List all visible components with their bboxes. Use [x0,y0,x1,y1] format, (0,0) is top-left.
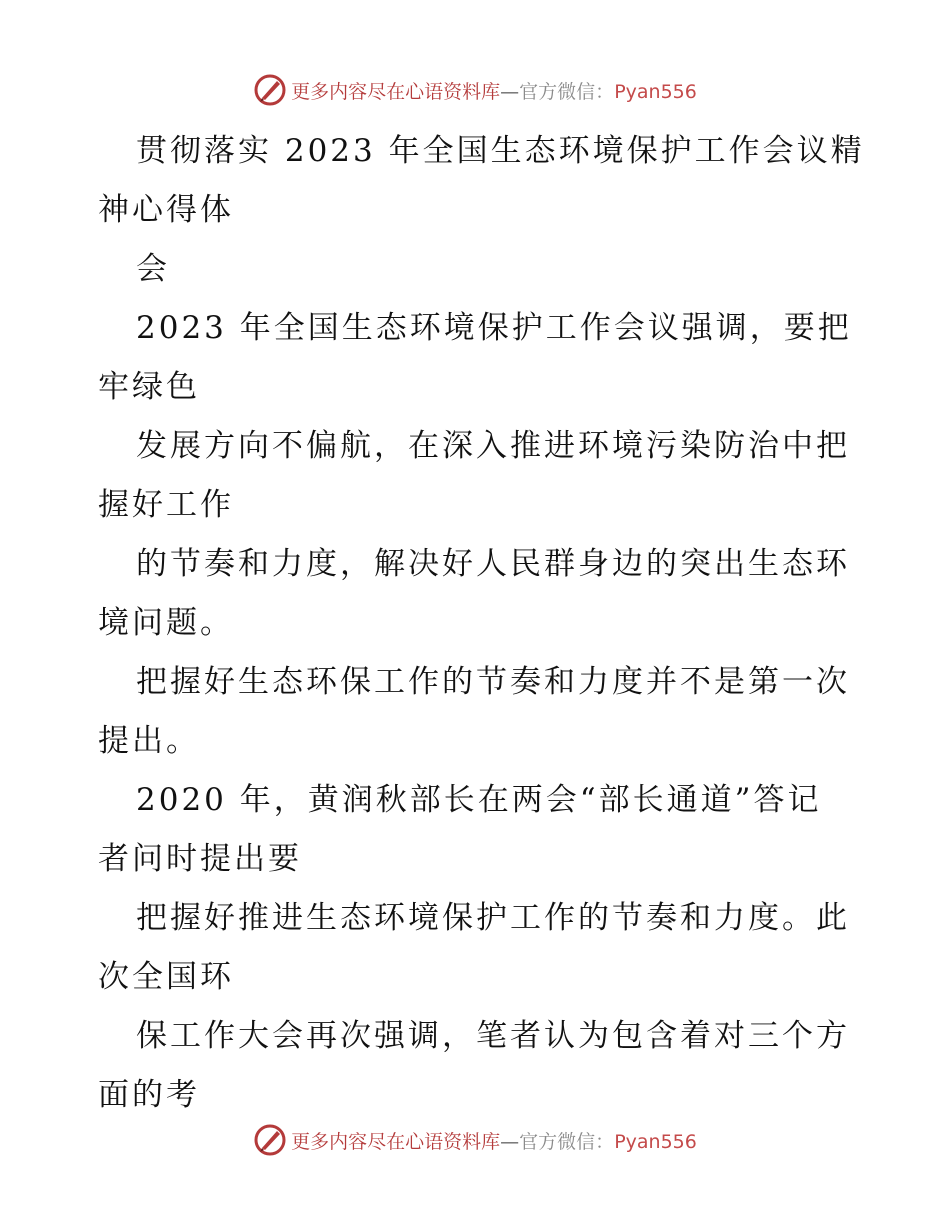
text-line: 境问题。 [98,605,234,641]
header-banner [0,70,950,110]
text-line: 会 [136,251,170,287]
text-line: 把握好推进生态环境保护工作的节奏和力度。此 [136,900,850,936]
text-line: 贯彻落实 2023 年全国生态环境保护工作会议精 [136,133,865,169]
text-line: 2020 年，黄润秋部长在两会“部长通道”答记 [136,782,822,818]
text-line: 发展方向不偏航，在深入推进环境污染防治中把 [136,428,850,464]
text-line: 面的考 [98,1077,200,1113]
quill-seal-icon [253,1123,287,1157]
banner-text: 更多内容尽在心语资料库—官方微信：Pyan556 [291,80,697,103]
footer-banner [0,1120,950,1160]
text-line: 2023 年全国生态环境保护工作会议强调，要把 [136,310,852,346]
text-line: 神心得体 [98,192,234,228]
text-line: 握好工作 [98,487,234,523]
text-line: 牢绿色 [98,369,200,405]
text-line: 提出。 [98,723,200,759]
document-body [98,122,865,1125]
text-line: 次全国环 [98,959,234,995]
text-line: 把握好生态环保工作的节奏和力度并不是第一次 [136,664,850,700]
banner-text: 更多内容尽在心语资料库—官方微信：Pyan556 [291,1130,697,1153]
text-line: 保工作大会再次强调，笔者认为包含着对三个方 [136,1018,850,1054]
text-line: 的节奏和力度，解决好人民群身边的突出生态环 [136,546,850,582]
quill-seal-icon [253,73,287,107]
text-line: 者问时提出要 [98,841,302,877]
